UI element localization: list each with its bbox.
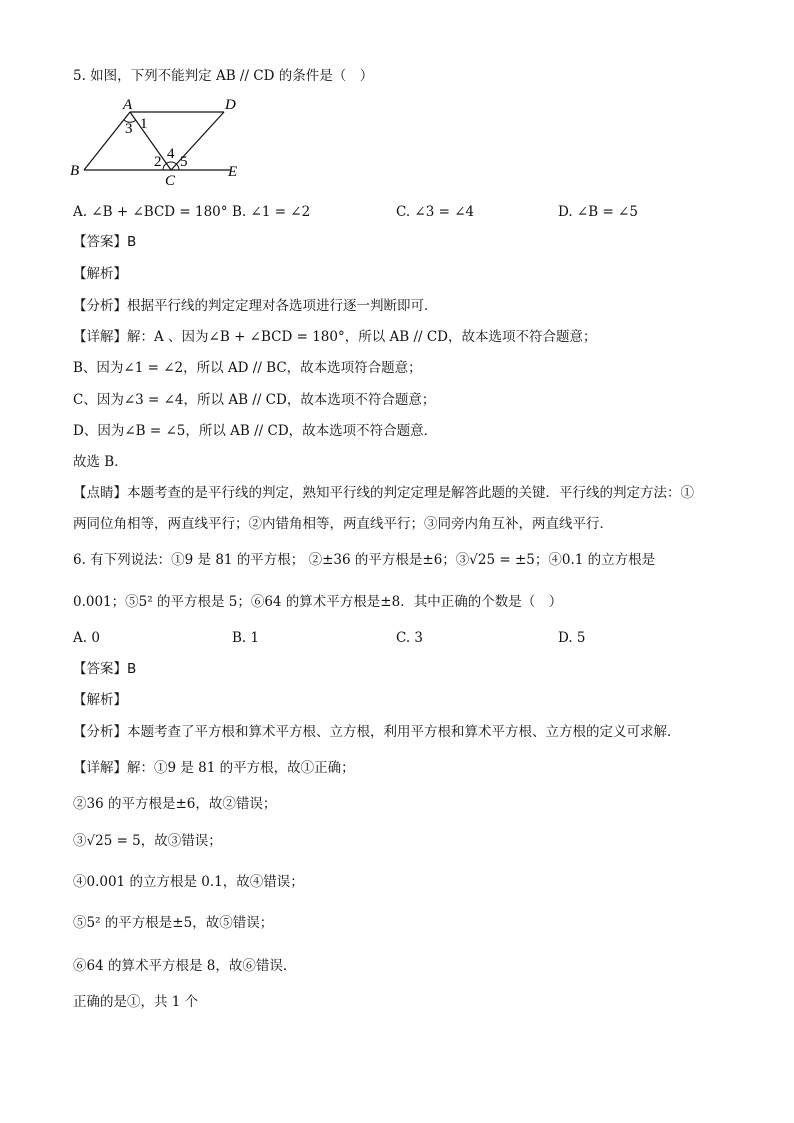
q5-option-d: D. ∠B = ∠5 [558,204,638,220]
q5-fenxi: 【分析】根据平行线的判定定理对各选项进行逐一判断即可． [73,298,438,314]
q6-fenxi: 【分析】本题考查了平方根和算术平方根、立方根，利用平方根和算术平方根、立方根的定义可求解． [73,724,681,740]
label-3: 3 [125,121,133,137]
q6-xiangjie-6: ⑥64 的算术平方根是 8，故⑥错误． [73,958,297,974]
q5-xiangjie-3: C、因为∠3 = ∠4，所以 AB // CD，故本选项不符合题意； [73,392,436,408]
label-4: 4 [167,146,175,162]
segment-AB [84,112,130,170]
q6-xiangjie-2: ②36 的平方根是±6，故②错误； [73,796,277,812]
parallelogram-figure [68,96,258,188]
label-C: C [165,173,176,188]
q6-jiexi: 【解析】 [73,692,127,708]
q6-option-b: B. 1 [232,630,260,646]
q5-dianjing-2: 两同位角相等，两直线平行；②内错角相等，两直线平行；③同旁内角互补，两直线平行． [73,516,613,532]
q5-xiangjie-4: D、因为∠B = ∠5，所以 AB // CD，故本选项不符合题意． [73,423,438,439]
q5-option-c: C. ∠3 = ∠4 [396,204,475,220]
q6-stem-1: 6. 有下列说法：①9 是 81 的平方根； ②±36 的平方根是±6；③√25 = ±5；④0.1 的立方根是 [73,552,656,568]
label-E: E [228,164,238,180]
q5-xiangjie-2: B、因为∠1 = ∠2，所以 AD // BC，故本选项符合题意； [73,360,422,376]
label-2: 2 [154,154,162,170]
segment-DC [171,112,224,170]
q6-stem-2: 0.001；⑤5² 的平方根是 5；⑥64 的算术平方根是±8．其中正确的个数是（ ） [73,594,563,610]
label-D: D [225,97,236,113]
q5-xiangjie-5: 故选 B． [73,454,128,470]
q5-jiexi: 【解析】 [73,266,127,282]
label-B: B [70,163,80,179]
q6-conclusion: 正确的是①，共 1 个 [73,994,199,1010]
label-A: A [123,97,133,113]
q5-stem: 5. 如图，下列不能判定 AB // CD 的条件是（ ） [73,68,374,84]
q6-option-c: C. 3 [396,630,424,646]
q6-xiangjie-1: 【详解】解：①9 是 81 的平方根，故①正确； [73,760,355,776]
q6-xiangjie-4: ④0.001 的立方根是 0.1，故④错误； [73,874,304,890]
segment-AC [130,112,171,170]
q6-option-d: D. 5 [558,630,586,646]
label-5: 5 [180,154,188,170]
q5-xiangjie-1: 【详解】解：A 、因为∠B + ∠BCD = 180°，所以 AB // CD，故本选项不符合题意； [73,329,597,345]
q6-answer: 【答案】B [73,661,137,677]
q6-xiangjie-5: ⑤5² 的平方根是±5，故⑤错误； [73,915,274,931]
q6-xiangjie-3: ③√25 = 5，故③错误； [73,833,222,849]
q5-option-a: A. ∠B + ∠BCD = 180° [73,204,228,220]
q5-answer: 【答案】B [73,234,137,250]
q5-dianjing-1: 【点睛】本题考查的是平行线的判定，熟知平行线的判定定理是解答此题的关键．平行线的判定方法：① [73,485,694,501]
q6-option-a: A. 0 [73,630,100,646]
q5-option-b: B. ∠1 = ∠2 [232,204,311,220]
label-1: 1 [140,116,148,132]
